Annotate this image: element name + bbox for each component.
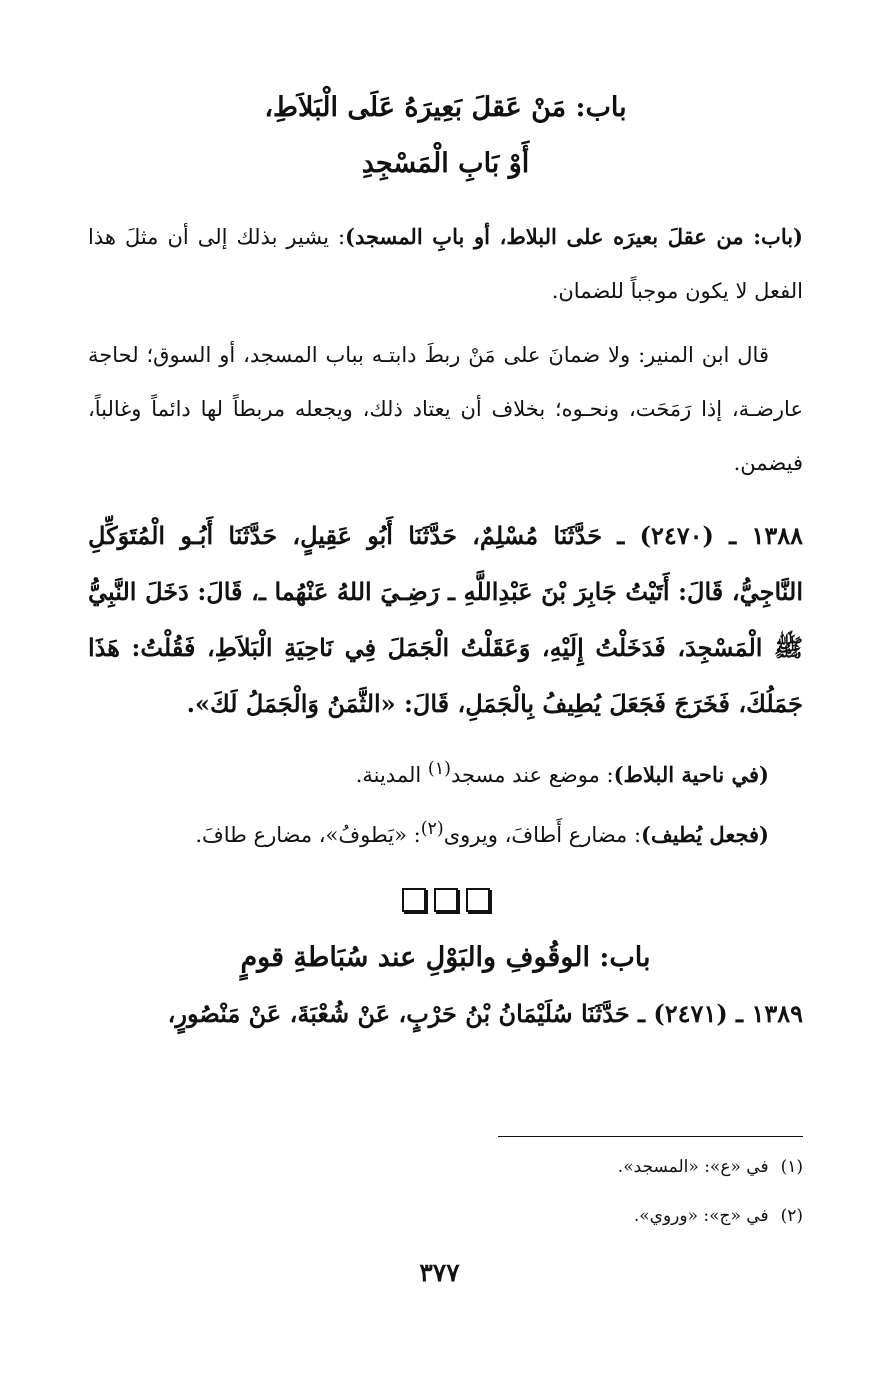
commentary-lead: (باب: من عقلَ بعيرَه على البلاط، أو بابِ المسجد) [345, 224, 803, 249]
ibn-munir-paragraph: قال ابن المنير: ولا ضمانَ على مَنْ ربطَ دابتـه بباب المسجد، أو السوق؛ لحاجة عارضـة، إذا رَمَحَت، ونحـوه؛ بخلاف أن يعتاد ذلك، ويجعله مربطاً لها دائماً وغالباً، فيضمن. [88, 343, 803, 475]
explanation-note-1 [88, 742, 803, 802]
footnote-2-text: في «ج»: «وروي». [633, 1206, 769, 1226]
chapter-heading-line1: باب: مَنْ عَقلَ بَعِيرَهُ عَلَى الْبَلاَطِ، [264, 92, 627, 123]
separator-box-icon [466, 888, 490, 912]
page-number: ٣٧٧ [419, 1258, 460, 1287]
footnote-1-number: (١) [780, 1157, 803, 1177]
commentary-text: : يشير بذلك إلى أن مثلَ هذا الفعل لا يكون موجباً للضمان. [88, 225, 803, 303]
hadith-1389: ١٣٨٩ ـ (٢٤٧١) ـ حَدَّثَنَا سُلَيْمَانُ بْنُ حَرْبٍ، عَنْ شُعْبَةَ، عَنْ مَنْصُورٍ، [167, 999, 803, 1028]
footnote-divider [498, 1136, 803, 1137]
chapter-heading-2: باب: الوقُوفِ والبَوْلِ عند سُبَاطةِ قومٍ [240, 942, 651, 973]
note2-lead: (فجعل يُطيف) [641, 822, 769, 847]
chapter-heading [88, 80, 803, 192]
page-body [88, 80, 803, 1042]
note2-ref: (٢) [420, 819, 444, 839]
note2-text-before: : مضارع أَطافَ، ويروى [443, 823, 642, 847]
note1-lead: (في ناحية البلاط) [613, 762, 769, 787]
note1-ref: (١) [427, 759, 451, 779]
explanation-note-2 [88, 802, 803, 862]
footnote-2 [88, 1203, 803, 1229]
chapter-heading-line2: أَوْ بَابِ الْمَسْجِدِ [361, 148, 530, 179]
note1-text-after: المدينة. [355, 763, 428, 787]
hadith-1388: ١٣٨٨ ـ (٢٤٧٠) ـ حَدَّثَنَا مُسْلِمٌ، حَدَّثَنَا أَبُو عَقِيلٍ، حَدَّثَنَا أَبُـو الْمُتَوَكِّلِ النَّاجِيُّ، قَالَ: أَتَيْتُ جَابِرَ بْنَ عَبْدِاللَّهِ ـ رَضِـيَ اللهُ عَنْهُما ـ، قَالَ: دَخَلَ النَّبِيُّ ﷺ الْمَسْجِدَ، فَدَخَلْتُ إِلَيْهِ، وَعَقَلْتُ الْجَمَلَ فِي نَاحِيَةِ الْبَلاَطِ، فَقُلْتُ: هَذَا جَمَلُكَ، فَخَرَجَ فَجَعَلَ يُطِيفُ بِالْجَمَلِ، قَالَ: «الثَّمَنُ وَالْجَمَلُ لَكَ». [88, 521, 803, 718]
note2-text-after: : «يَطوفُ»، مضارع طافَ. [195, 823, 421, 847]
footnote-2-number: (٢) [780, 1206, 803, 1226]
note1-text-before: : موضع عند مسجد [450, 763, 614, 787]
footnote-1-text: في «ع»: «المسجد». [617, 1157, 769, 1177]
separator-box-icon [402, 888, 426, 912]
commentary-paragraph [88, 210, 803, 318]
section-separator [88, 870, 803, 928]
footnote-1 [88, 1154, 803, 1180]
separator-box-icon [434, 888, 458, 912]
